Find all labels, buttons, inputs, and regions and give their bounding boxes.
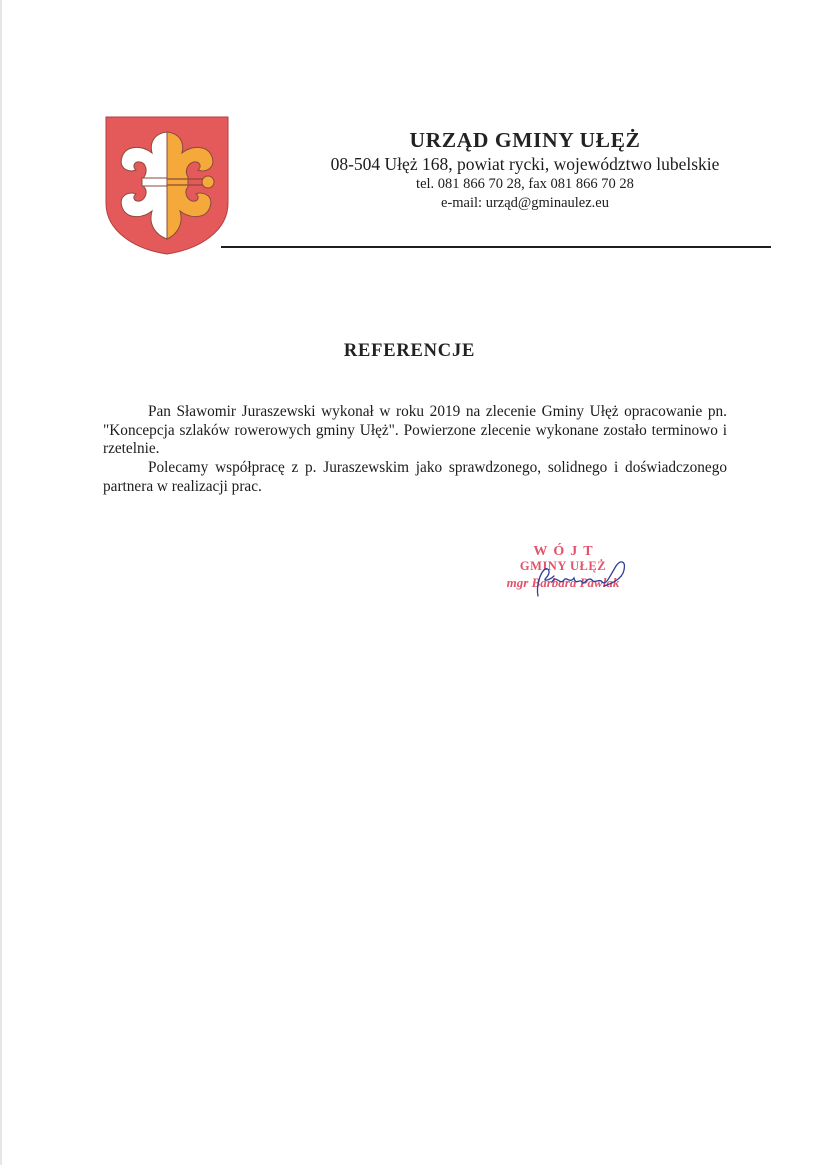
document-title: REFERENCJE [343,341,476,361]
signature-name: mgr Barbara Pawlak [506,575,620,590]
signature-role: WÓJT [533,544,599,559]
handwritten-signature-icon [530,556,630,600]
signature-office: GMINY UŁĘŻ [519,559,607,573]
letterhead-divider [221,246,771,248]
body-paragraph: Polecamy współpracę z p. Juraszewskim jako sprawdzonego, solidnego i doświadczonego partnera w realizacji prac. [103,459,727,495]
office-name: URZĄD GMINY UŁĘŻ [409,128,641,152]
office-contact: tel. 081 866 70 28, fax 081 866 70 28 [416,176,634,192]
body-paragraph: Pan Sławomir Juraszewski wykonał w roku 2019 na zlecenie Gminy Ułęż opracowanie pn. "Koncepcja szlaków rowerowych gminy Ułęż". Powierzone zlecenie wykonane zostało terminowo i rzetelnie. [103,403,727,458]
document-body [103,403,727,497]
coat-of-arms-lily-icon [104,115,230,255]
page-edge [0,0,2,1165]
office-address: 08-504 Ułęż 168, powiat rycki, województwo lubelskie [330,154,720,174]
office-email: e-mail: urząd@gminaulez.eu [441,195,609,211]
letterhead [260,127,790,213]
